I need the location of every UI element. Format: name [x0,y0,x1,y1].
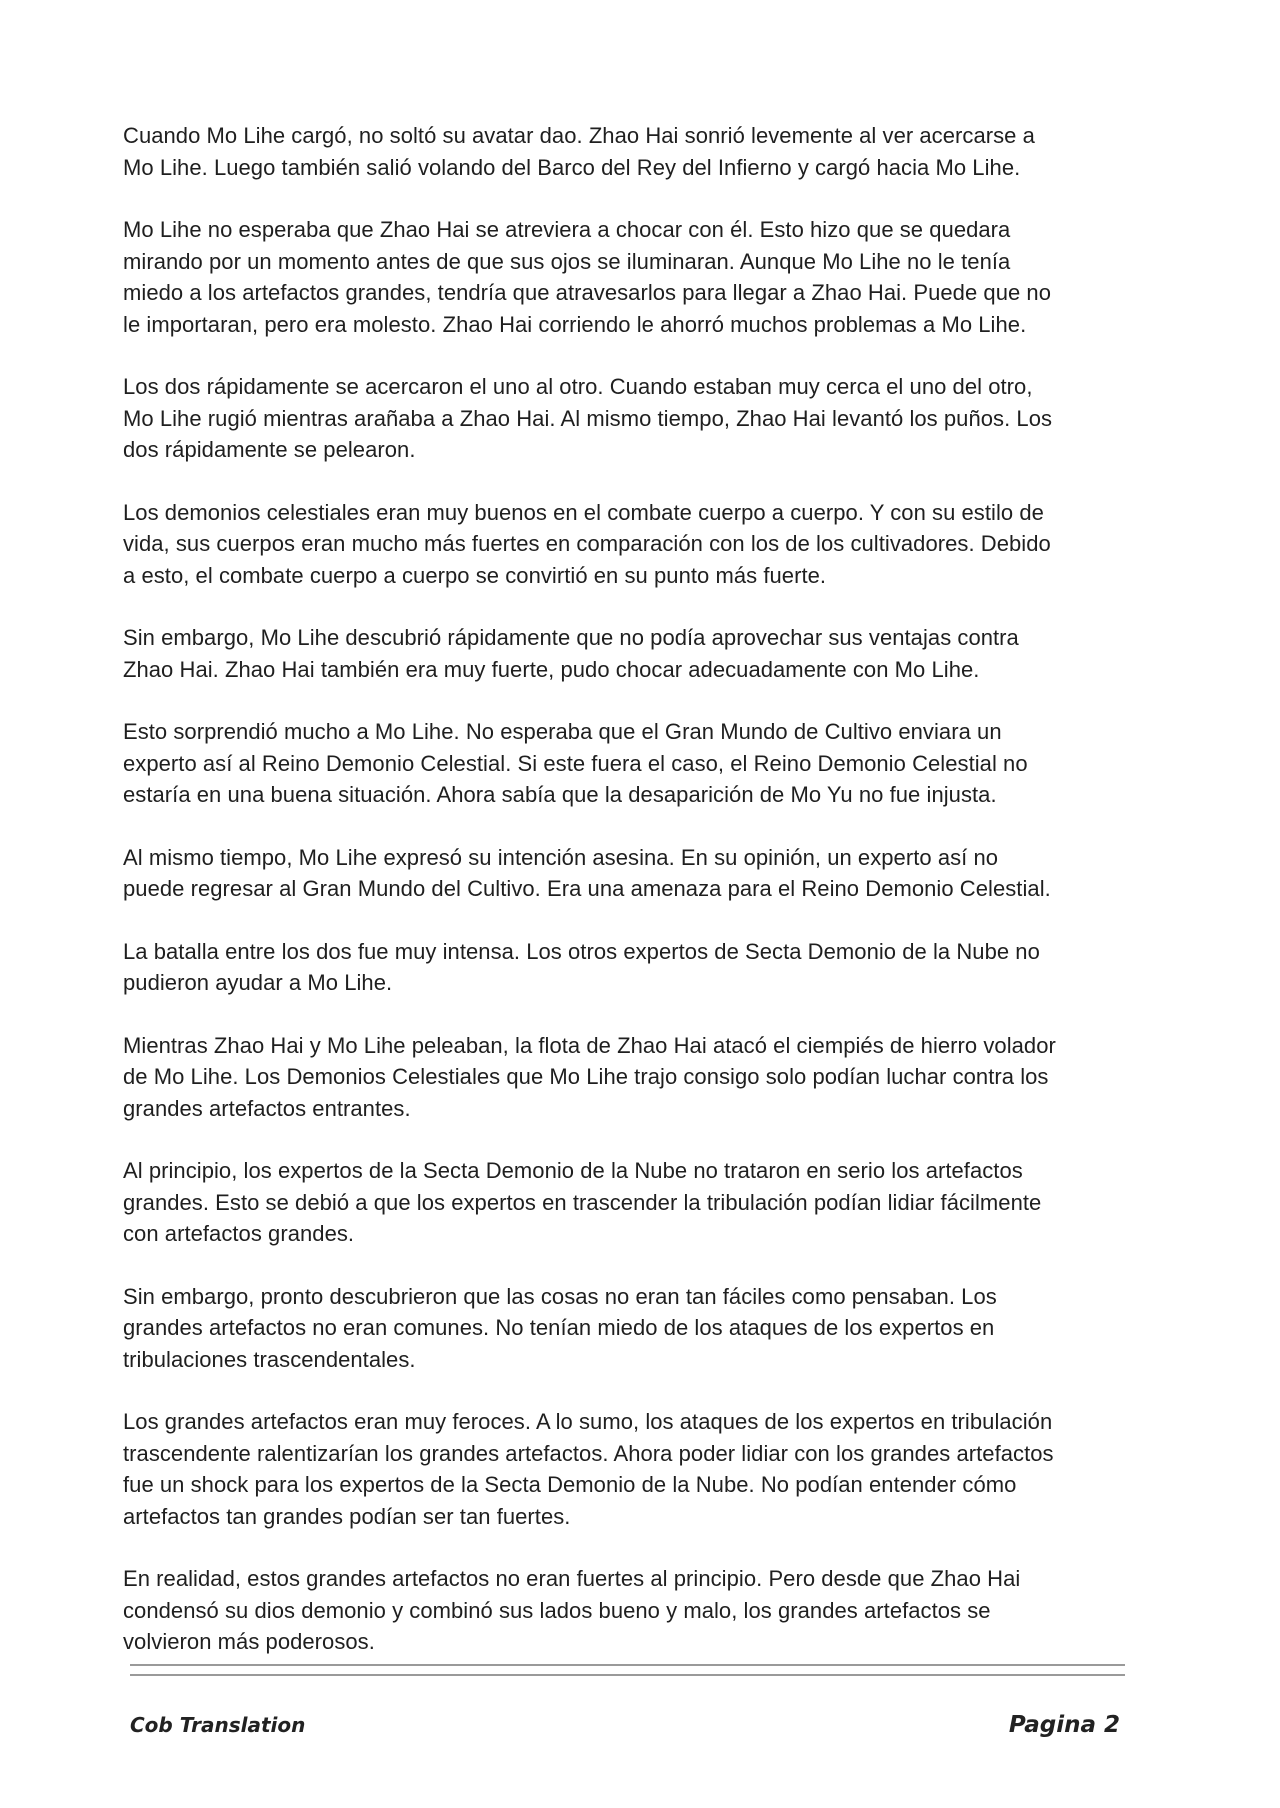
paragraph-12: Los grandes artefactos eran muy feroces. A lo sumo, los ataques de los expertos en tribulación trascendente ralentizarían los grandes artefactos. Ahora poder lidiar con los grandes artefactos fue un shock para los expertos de la Secta Demonio de la Nube. No podían entender cómo artefactos tan grandes podían ser tan fuertes. [123,1409,1054,1529]
paragraph-2: Mo Lihe no esperaba que Zhao Hai se atreviera a chocar con él. Esto hizo que se quedara mirando por un momento antes de que sus ojos se iluminaran. Aunque Mo Lihe no le tenía miedo a los artefactos grandes, tendría que atravesarlos para llegar a Zhao Hai. Puede que no le importaran, pero era molesto. Zhao Hai corriendo le ahorró muchos problemas a Mo Lihe. [123,217,1051,337]
paragraph-9: Mientras Zhao Hai y Mo Lihe peleaban, la flota de Zhao Hai atacó el ciempiés de hierro volador de Mo Lihe. Los Demonios Celestiales que Mo Lihe trajo consigo solo podían luchar contra los grandes artefactos entrantes. [123,1032,1056,1121]
paragraph-7: Al mismo tiempo, Mo Lihe expresó su intención asesina. En su opinión, un experto así no puede regresar al Gran Mundo del Cultivo. Era una amenaza para el Reino Demonio Celestial. [123,844,1051,901]
footer-divider [130,1664,1125,1684]
paragraph-8: La batalla entre los dos fue muy intensa. Los otros expertos de Secta Demonio de la Nube no pudieron ayudar a Mo Lihe. [123,938,1040,995]
paragraph-1: Cuando Mo Lihe cargó, no soltó su avatar dao. Zhao Hai sonrió levemente al ver acercarse a Mo Lihe. Luego también salió volando del Barco del Rey del Infierno y cargó hacia Mo Lihe. [123,123,1035,180]
paragraph-10: Al principio, los expertos de la Secta Demonio de la Nube no trataron en serio los artefactos grandes. Esto se debió a que los expertos en trascender la tribulación podían lidiar fácilmente con artefactos grandes. [123,1158,1042,1246]
page-footer [130,1712,1120,1738]
footer-translator-name: Cob Translation [130,1713,306,1737]
paragraph-6: Esto sorprendió mucho a Mo Lihe. No esperaba que el Gran Mundo de Cultivo enviara un experto así al Reino Demonio Celestial. Si este fuera el caso, el Reino Demonio Celestial no estaría en una buena situación. Ahora sabía que la desaparición de Mo Yu no fue injusta. [123,719,1028,807]
footer-rule-bottom [130,1674,1125,1676]
document-body [123,120,1133,1689]
paragraph-13: En realidad, estos grandes artefactos no eran fuertes al principio. Pero desde que Zhao Hai condensó su dios demonio y combinó sus lados bueno y malo, los grandes artefactos se volvieron más poderosos. [123,1566,1021,1654]
footer-rule-top [130,1664,1125,1666]
paragraph-3: Los dos rápidamente se acercaron el uno al otro. Cuando estaban muy cerca el uno del otro, Mo Lihe rugió mientras arañaba a Zhao Hai. Al mismo tiempo, Zhao Hai levantó los puños. Los dos rápidamente se pelearon. [123,374,1053,462]
paragraph-11: Sin embargo, pronto descubrieron que las cosas no eran tan fáciles como pensaban. Los grandes artefactos no eran comunes. No tenían miedo de los ataques de los expertos en tribulaciones trascendentales. [123,1283,997,1372]
paragraph-5: Sin embargo, Mo Lihe descubrió rápidamente que no podía aprovechar sus ventajas contra Zhao Hai. Zhao Hai también era muy fuerte, pudo chocar adecuadamente con Mo Lihe. [123,625,1019,682]
paragraph-4: Los demonios celestiales eran muy buenos en el combate cuerpo a cuerpo. Y con su estilo de vida, sus cuerpos eran mucho más fuertes en comparación con los de los cultivadores. Debido a esto, el combate cuerpo a cuerpo se convirtió en su punto más fuerte. [123,499,1051,588]
footer-page-number: Pagina 2 [1008,1712,1120,1738]
